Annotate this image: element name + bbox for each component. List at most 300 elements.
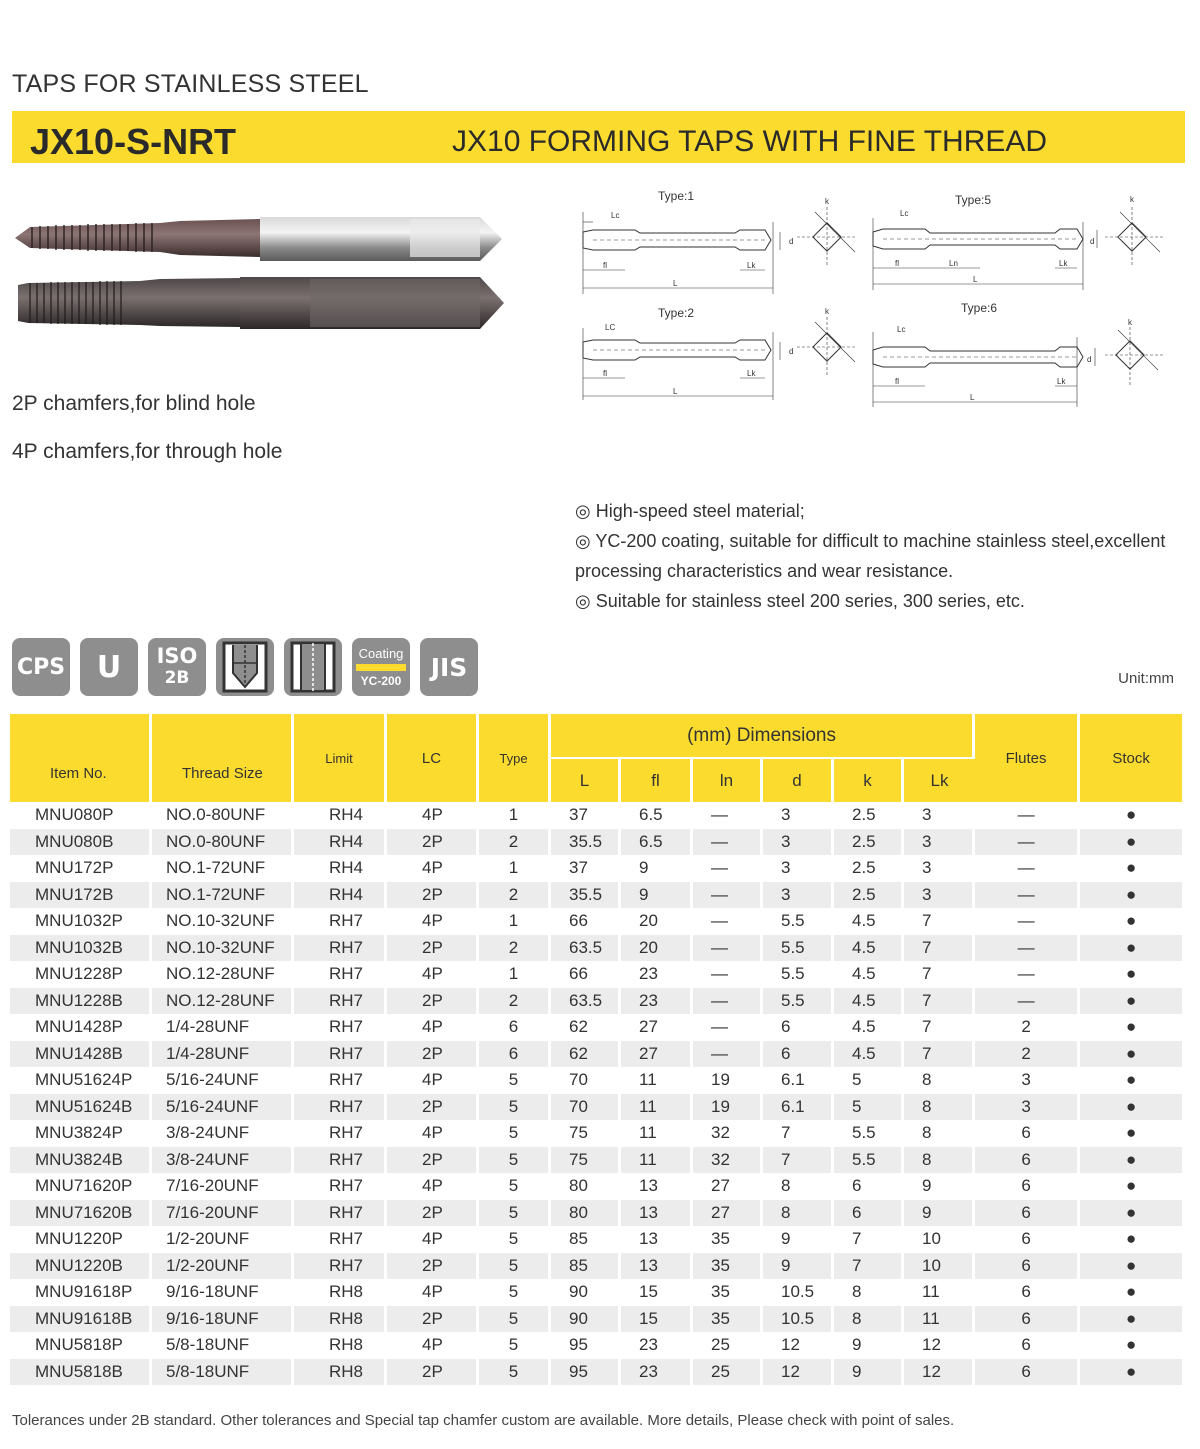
d-cell: 10.5 [763,1279,834,1306]
lk-cell: 3 [904,829,975,856]
type5-lk: Lk [1059,259,1068,268]
ln-cell: — [693,882,763,909]
limit-cell: RH7 [294,1014,387,1041]
type2-label: Type:2 [658,306,695,320]
thread-size-cell: NO.10-32UNF [152,908,294,935]
flutes-cell: 2 [975,1041,1080,1068]
thread-size-cell: 9/16-18UNF [152,1306,294,1333]
spec-table [10,714,1182,1385]
d-cell: 6 [763,1041,834,1068]
flutes-cell: — [975,802,1080,829]
stock-cell: ● [1080,935,1182,962]
ln-cell: 35 [693,1226,763,1253]
k-cell: 6 [834,1200,904,1227]
item-no-cell: MNU3824P [10,1120,152,1147]
d-cell: 8 [763,1200,834,1227]
type1-k: k [825,197,829,206]
k-cell: 4.5 [834,988,904,1015]
table-row [10,1279,1182,1306]
item-no-cell: MNU1428B [10,1041,152,1068]
lc-cell: 4P [387,1120,479,1147]
header-ln: ln [693,759,763,802]
tap-4p-image [18,277,504,329]
lc-cell: 2P [387,1359,479,1386]
l-cell: 85 [551,1253,621,1280]
lk-cell: 12 [904,1332,975,1359]
stock-cell: ● [1125,964,1137,984]
item-no-cell: MNU1228B [10,988,152,1015]
d-cell: 9 [763,1253,834,1280]
ln-cell: 25 [693,1332,763,1359]
stock-cell: ● [1080,882,1182,909]
type-cell: 2 [479,882,551,909]
ln-cell: — [693,908,763,935]
lk-cell: 12 [904,1359,975,1386]
limit-cell: RH7 [294,1041,387,1068]
l-cell: 75 [551,1120,621,1147]
l-cell: 62 [551,1014,621,1041]
type-cell: 5 [479,1332,551,1359]
type2-l: L [673,387,678,396]
ln-cell: — [693,988,763,1015]
lk-cell: 7 [904,1014,975,1041]
ln-cell: — [693,1014,763,1041]
flutes-cell: 6 [975,1279,1080,1306]
section-label: TAPS FOR STAINLESS STEEL [12,70,369,98]
limit-cell: RH7 [294,1120,387,1147]
limit-cell: RH7 [294,1147,387,1174]
type-cell: 5 [479,1359,551,1386]
stock-cell: ● [1080,1359,1182,1386]
type6-lk: Lk [1057,377,1066,386]
header-l: L [551,759,621,802]
type-cell: 1 [479,908,551,935]
stock-cell: ● [1080,1041,1182,1068]
k-cell: 4.5 [834,961,904,988]
cps-icon: CPS [12,638,70,696]
l-cell: 63.5 [551,988,621,1015]
flutes-cell: 6 [975,1147,1080,1174]
flutes-cell: 6 [975,1359,1080,1386]
flutes-cell: — [975,908,1080,935]
ln-cell: — [693,829,763,856]
title-banner [12,111,1185,163]
flutes-cell: 6 [975,1120,1080,1147]
d-cell: 7 [763,1120,834,1147]
header-lk: Lk [904,759,975,802]
l-cell: 90 [551,1306,621,1333]
limit-cell: RH4 [294,882,387,909]
thread-size-cell: 3/8-24UNF [152,1147,294,1174]
limit-cell: RH7 [294,1200,387,1227]
type-cell: 5 [479,1173,551,1200]
lc-cell: 4P [387,1067,479,1094]
flutes-cell: 6 [975,1200,1080,1227]
flutes-cell: 3 [975,1067,1080,1094]
lk-cell: 7 [904,1041,975,1068]
fl-cell: 23 [621,961,693,988]
limit-cell: RH8 [294,1332,387,1359]
lk-cell: 3 [904,882,975,909]
l-cell: 85 [551,1226,621,1253]
stock-cell: ● [1125,1229,1137,1249]
ln-cell: 19 [693,1094,763,1121]
ln-cell: 27 [693,1173,763,1200]
table-row [10,855,1182,882]
k-cell: 7 [834,1253,904,1280]
lk-cell: 8 [904,1147,975,1174]
l-cell: 66 [551,908,621,935]
l-cell: 75 [551,1147,621,1174]
type-cell: 5 [479,1094,551,1121]
item-no-cell: MNU1032P [10,908,152,935]
thread-size-cell: NO.0-80UNF [152,802,294,829]
type-cell: 2 [479,988,551,1015]
lk-cell: 7 [904,935,975,962]
table-row [10,1226,1182,1253]
type-cell: 6 [479,1014,551,1041]
type-cell: 5 [479,1253,551,1280]
flutes-cell: 6 [975,1306,1080,1333]
type5-label: Type:5 [955,193,992,207]
lk-cell: 9 [904,1173,975,1200]
fl-cell: 23 [621,1359,693,1386]
item-no-cell: MNU1220B [10,1253,152,1280]
stock-cell: ● [1125,1176,1137,1196]
d-cell: 10.5 [763,1306,834,1333]
fl-cell: 6.5 [621,802,693,829]
fl-cell: 11 [621,1094,693,1121]
iso-2b-icon: ISO 2B [148,638,206,696]
type-cell: 5 [479,1147,551,1174]
fl-cell: 11 [621,1120,693,1147]
header-limit: Limit [294,714,387,802]
thread-size-cell: 5/16-24UNF [152,1067,294,1094]
l-cell: 80 [551,1200,621,1227]
header-type: Type [479,714,551,802]
d-cell: 9 [763,1226,834,1253]
lk-cell: 3 [904,802,975,829]
type-cell: 5 [479,1067,551,1094]
lk-cell: 11 [904,1306,975,1333]
flutes-cell: 6 [975,1226,1080,1253]
k-cell: 5.5 [834,1147,904,1174]
ln-cell: 25 [693,1359,763,1386]
thread-size-cell: 5/16-24UNF [152,1094,294,1121]
tap-2p-image [15,217,502,261]
type6-lc: Lc [897,325,906,334]
ln-cell: — [693,855,763,882]
l-cell: 35.5 [551,829,621,856]
d-cell: 3 [763,855,834,882]
type-cell: 1 [479,855,551,882]
thread-size-cell: 1/2-20UNF [152,1226,294,1253]
k-cell: 2.5 [834,829,904,856]
lc-cell: 2P [387,1253,479,1280]
jis-icon: JIS [420,638,478,696]
fl-cell: 9 [621,882,693,909]
thread-size-cell: 7/16-20UNF [152,1173,294,1200]
item-no-cell: MNU51624B [10,1094,152,1121]
limit-cell: RH7 [294,935,387,962]
header-item-no: Item No. [10,714,152,802]
limit-cell: RH8 [294,1359,387,1386]
ln-cell: 35 [693,1253,763,1280]
type2-fl: fl [603,369,607,378]
limit-cell: RH7 [294,1067,387,1094]
chamfer-4p-note: 4P chamfers,for through hole [12,440,283,463]
lc-cell: 2P [387,829,479,856]
d-cell: 3 [763,882,834,909]
k-cell: 7 [834,1226,904,1253]
stock-cell: ● [1125,1123,1137,1143]
k-cell: 9 [834,1359,904,1386]
table-row [10,1094,1182,1121]
type5-ln: Ln [949,259,958,268]
item-no-cell: MNU3824B [10,1147,152,1174]
d-cell: 5.5 [763,935,834,962]
feature-item: ◎ YC-200 coating, suitable for difficult to machine stainless steel,excellent processing characteristics and wear resistance. [575,531,1166,581]
thread-size-cell: 5/8-18UNF [152,1332,294,1359]
type1-label: Type:1 [658,189,695,203]
stock-cell: ● [1125,858,1137,878]
lc-cell: 4P [387,802,479,829]
fl-cell: 13 [621,1253,693,1280]
fl-cell: 20 [621,908,693,935]
lc-cell: 4P [387,961,479,988]
thread-size-cell: NO.0-80UNF [152,829,294,856]
limit-cell: RH7 [294,1173,387,1200]
lk-cell: 7 [904,908,975,935]
limit-cell: RH4 [294,829,387,856]
item-no-cell: MNU91618B [10,1306,152,1333]
fl-cell: 9 [621,855,693,882]
l-cell: 66 [551,961,621,988]
type5-lc: Lc [900,209,909,218]
fl-cell: 15 [621,1279,693,1306]
l-cell: 95 [551,1359,621,1386]
type1-lc: Lc [611,211,620,220]
lc-cell: 4P [387,908,479,935]
stock-cell: ● [1080,1306,1182,1333]
table-row [10,882,1182,909]
d-cell: 6.1 [763,1067,834,1094]
l-cell: 95 [551,1332,621,1359]
l-cell: 37 [551,855,621,882]
limit-cell: RH7 [294,1094,387,1121]
limit-cell: RH7 [294,961,387,988]
ln-cell: — [693,1041,763,1068]
l-cell: 80 [551,1173,621,1200]
lc-cell: 4P [387,1226,479,1253]
k-cell: 2.5 [834,802,904,829]
table-row [10,1173,1182,1200]
thread-size-cell: 3/8-24UNF [152,1120,294,1147]
fl-cell: 11 [621,1067,693,1094]
type-cell: 2 [479,935,551,962]
ln-cell: — [693,802,763,829]
table-row [10,1200,1182,1227]
table-row [10,1120,1182,1147]
item-no-cell: MNU1220P [10,1226,152,1253]
table-row [10,1067,1182,1094]
lc-cell: 2P [387,882,479,909]
type6-d: d [1087,355,1092,364]
l-cell: 37 [551,802,621,829]
k-cell: 4.5 [834,908,904,935]
lc-cell: 4P [387,1332,479,1359]
lc-cell: 2P [387,988,479,1015]
thread-size-cell: 1/2-20UNF [152,1253,294,1280]
item-no-cell: MNU5818P [10,1332,152,1359]
stock-cell: ● [1125,911,1137,931]
k-cell: 6 [834,1173,904,1200]
fl-cell: 13 [621,1200,693,1227]
item-no-cell: MNU51624P [10,1067,152,1094]
table-row [10,988,1182,1015]
l-cell: 35.5 [551,882,621,909]
stock-cell: ● [1080,1200,1182,1227]
thread-size-cell: 1/4-28UNF [152,1014,294,1041]
fl-cell: 13 [621,1226,693,1253]
chamfer-2p-note: 2P chamfers,for blind hole [12,392,256,415]
k-cell: 4.5 [834,1041,904,1068]
d-cell: 6 [763,1014,834,1041]
type2-lc: LC [605,323,616,332]
lc-cell: 4P [387,1173,479,1200]
type5-d: d [1090,237,1095,246]
header-flutes: Flutes [975,714,1080,802]
k-cell: 4.5 [834,1014,904,1041]
thread-size-cell: NO.12-28UNF [152,988,294,1015]
k-cell: 5 [834,1094,904,1121]
ln-cell: 35 [693,1279,763,1306]
type-cell: 5 [479,1120,551,1147]
k-cell: 2.5 [834,855,904,882]
flutes-cell: 3 [975,1094,1080,1121]
type1-drawing [583,189,857,294]
lk-cell: 10 [904,1226,975,1253]
table-row [10,1014,1182,1041]
stock-cell: ● [1125,1335,1137,1355]
fl-cell: 27 [621,1041,693,1068]
ln-cell: — [693,935,763,962]
feature-list [575,496,1175,616]
stock-cell: ● [1080,1094,1182,1121]
limit-cell: RH7 [294,988,387,1015]
table-row [10,1147,1182,1174]
thread-size-cell: 9/16-18UNF [152,1279,294,1306]
feature-item: ◎ High-speed steel material; [575,501,805,521]
product-title: JX10 FORMING TAPS WITH FINE THREAD [452,125,1048,158]
thread-size-cell: 1/4-28UNF [152,1041,294,1068]
fl-cell: 23 [621,1332,693,1359]
fl-cell: 15 [621,1306,693,1333]
thread-size-cell: 7/16-20UNF [152,1200,294,1227]
k-cell: 5 [834,1067,904,1094]
flutes-cell: — [975,988,1080,1015]
l-cell: 62 [551,1041,621,1068]
table-row [10,1359,1182,1386]
item-no-cell: MNU1032B [10,935,152,962]
d-cell: 5.5 [763,961,834,988]
thread-size-cell: NO.10-32UNF [152,935,294,962]
item-no-cell: MNU080P [10,802,152,829]
type-cell: 1 [479,961,551,988]
type1-lk: Lk [747,261,756,270]
lc-cell: 2P [387,1041,479,1068]
ln-cell: 35 [693,1306,763,1333]
type5-k: k [1130,195,1134,204]
d-cell: 12 [763,1359,834,1386]
d-cell: 5.5 [763,908,834,935]
k-cell: 8 [834,1306,904,1333]
flutes-cell: — [975,935,1080,962]
k-cell: 2.5 [834,882,904,909]
stock-cell: ● [1080,829,1182,856]
flutes-cell: 6 [975,1173,1080,1200]
stock-cell: ● [1125,1070,1137,1090]
flutes-cell: — [975,882,1080,909]
header-thread-size: Thread Size [152,714,294,802]
lk-cell: 8 [904,1067,975,1094]
lc-cell: 4P [387,1279,479,1306]
type-cell: 5 [479,1226,551,1253]
table-row [10,1332,1182,1359]
item-no-cell: MNU1228P [10,961,152,988]
type-cell: 5 [479,1200,551,1227]
header-stock: Stock [1080,714,1182,802]
limit-cell: RH8 [294,1306,387,1333]
type6-l: L [970,393,975,402]
ln-cell: 19 [693,1067,763,1094]
l-cell: 63.5 [551,935,621,962]
flutes-cell: 2 [975,1014,1080,1041]
k-cell: 8 [834,1279,904,1306]
type2-lk: Lk [747,369,756,378]
d-cell: 5.5 [763,988,834,1015]
limit-cell: RH7 [294,1253,387,1280]
flutes-cell: — [975,855,1080,882]
item-no-cell: MNU1428P [10,1014,152,1041]
type1-fl: fl [603,261,607,270]
fl-cell: 13 [621,1173,693,1200]
table-row [10,1306,1182,1333]
d-cell: 3 [763,829,834,856]
table-row [10,908,1182,935]
stock-cell: ● [1125,1017,1137,1037]
thread-size-cell: NO.12-28UNF [152,961,294,988]
l-cell: 90 [551,1279,621,1306]
type-cell: 6 [479,1041,551,1068]
type1-d: d [789,237,794,246]
feature-item: ◎ Suitable for stainless steel 200 series, 300 series, etc. [575,591,1025,611]
l-cell: 70 [551,1094,621,1121]
blind-hole-icon [216,638,274,696]
item-no-cell: MNU172B [10,882,152,909]
lc-cell: 4P [387,855,479,882]
stock-cell: ● [1125,1282,1137,1302]
type5-fl: fl [895,259,899,268]
d-cell: 3 [763,802,834,829]
stock-cell: ● [1080,1253,1182,1280]
product-code: JX10-S-NRT [30,121,237,162]
type6-k: k [1128,318,1132,327]
type-cell: 5 [479,1279,551,1306]
header-dimensions: (mm) Dimensions [551,714,975,759]
item-no-cell: MNU71620P [10,1173,152,1200]
type6-label: Type:6 [961,301,998,315]
